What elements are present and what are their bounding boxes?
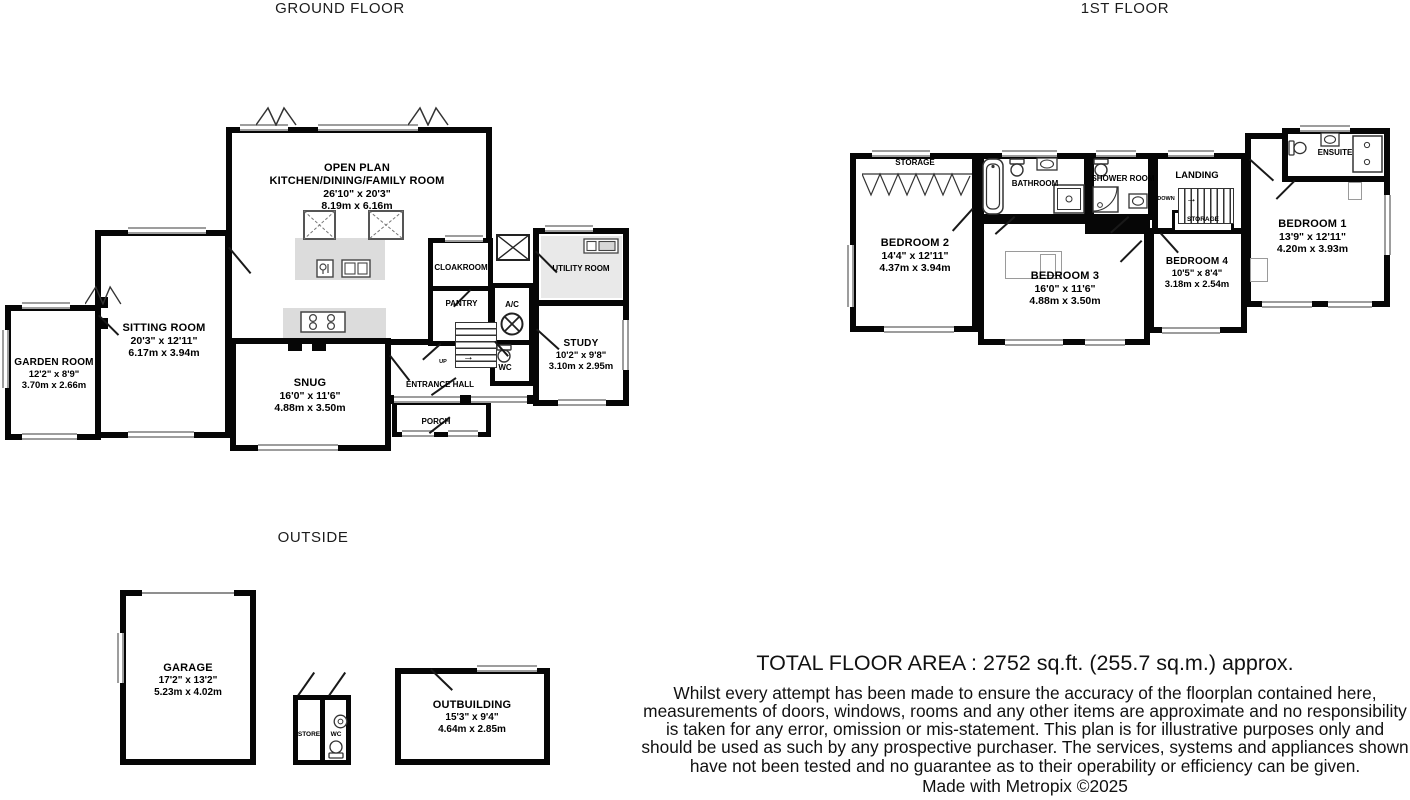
window-marker bbox=[545, 225, 593, 232]
window-marker bbox=[22, 433, 77, 440]
shower-icon bbox=[1053, 184, 1085, 214]
total-floor-area: TOTAL FLOOR AREA : 2752 sq.ft. (255.7 sq.m.) approx. bbox=[756, 651, 1294, 675]
window-marker bbox=[1002, 150, 1057, 157]
window-marker bbox=[1005, 339, 1063, 346]
hob-icon bbox=[300, 311, 346, 333]
garage-door-icon bbox=[142, 592, 234, 594]
basin-icon bbox=[1320, 132, 1340, 147]
room-name: SITTING ROOM bbox=[122, 322, 206, 334]
window-marker bbox=[1384, 195, 1391, 255]
rooflight-icon bbox=[368, 210, 404, 240]
label-open-plan bbox=[237, 162, 477, 213]
label-ac: A/C bbox=[505, 300, 519, 309]
disclaimer-text: Whilst every attempt has been made to ensure the accuracy of the floorplan contained here, measurements of doors, windows, rooms and any other items are approximate and no responsibility is taken for any error, omission or mis-statement. This plan is for illustrative purposes only and should be used as such by any prospective purchaser. The services, systems and appliances shown have not been tested and no guarantee as to their operability or efficiency can be given. bbox=[641, 683, 1409, 776]
window-marker bbox=[128, 431, 194, 438]
label-bedroom3 bbox=[1000, 270, 1130, 308]
room-name: KITCHEN/DINING/FAMILY ROOM bbox=[269, 174, 445, 187]
wall-segment bbox=[460, 395, 471, 404]
window-marker bbox=[318, 124, 418, 131]
rooflight-icon bbox=[303, 210, 336, 240]
label-store: STORE bbox=[297, 731, 321, 738]
kitchen-island bbox=[295, 238, 385, 280]
stairs-up-label: UP bbox=[439, 359, 447, 365]
window-marker bbox=[22, 302, 70, 309]
label-pantry: PANTRY bbox=[445, 299, 478, 308]
room-name: STUDY bbox=[563, 338, 599, 349]
ac-fan-icon bbox=[500, 312, 524, 336]
room-dim-metric: 4.88m x 3.50m bbox=[1029, 295, 1101, 308]
window-marker bbox=[128, 227, 206, 234]
window-marker bbox=[1096, 150, 1136, 157]
window-marker bbox=[448, 430, 478, 437]
wall-segment bbox=[527, 395, 536, 404]
label-landing: LANDING bbox=[1175, 170, 1219, 181]
toilet-icon bbox=[1009, 158, 1025, 177]
room-dim-metric: 3.70m x 2.66m bbox=[21, 380, 87, 391]
door-swing bbox=[297, 672, 315, 696]
shower-icon bbox=[1092, 186, 1119, 213]
duct-icon bbox=[496, 234, 530, 261]
room-name: BEDROOM 2 bbox=[880, 237, 950, 249]
basin-icon bbox=[333, 714, 348, 729]
window-marker bbox=[1328, 301, 1372, 308]
room-dim-imperial: 14'4" x 12'11" bbox=[881, 249, 949, 262]
label-snug bbox=[247, 377, 373, 415]
fireplace-icon bbox=[288, 339, 302, 351]
label-shower-room: SHOWER ROOM bbox=[1091, 174, 1155, 183]
window-marker bbox=[1168, 150, 1214, 157]
room-name: OUTBUILDING bbox=[432, 699, 512, 711]
door-swing bbox=[328, 672, 346, 696]
bifold-door-icon bbox=[408, 106, 466, 126]
dishwasher-icon bbox=[316, 259, 334, 278]
bifold-door-icon bbox=[256, 106, 314, 126]
room-dim-imperial: 13'9" x 12'11" bbox=[1279, 230, 1346, 243]
room-dim-metric: 6.17m x 3.94m bbox=[128, 347, 200, 360]
furniture-icon bbox=[1348, 182, 1362, 200]
room-name: GARDEN ROOM bbox=[14, 357, 94, 368]
label-storage-small: STORAGE bbox=[1186, 216, 1220, 223]
room-dim-imperial: 26'10" x 20'3" bbox=[323, 187, 391, 200]
label-wc-gf: WC bbox=[498, 363, 512, 372]
room-name: BEDROOM 4 bbox=[1165, 256, 1229, 267]
room-dim-imperial: 15'3" x 9'4" bbox=[445, 711, 499, 723]
window-marker bbox=[884, 326, 954, 333]
label-porch: PORCH bbox=[421, 417, 451, 426]
first-floor-heading: 1ST FLOOR bbox=[1080, 0, 1170, 17]
up-arrow-icon: → bbox=[463, 351, 474, 363]
window-marker bbox=[872, 150, 930, 157]
window-marker bbox=[2, 330, 9, 388]
room-name: GARAGE bbox=[163, 662, 213, 674]
footer-text bbox=[640, 651, 1410, 797]
label-garage bbox=[130, 662, 246, 699]
furniture-icon bbox=[1250, 258, 1268, 282]
label-storage: STORAGE bbox=[895, 158, 935, 167]
label-bathroom: BATHROOM bbox=[1011, 179, 1059, 188]
label-outbuilding bbox=[408, 699, 536, 736]
toilet-icon bbox=[1288, 140, 1307, 156]
room-dim-metric: 8.19m x 6.16m bbox=[321, 200, 393, 213]
room-dim-imperial: 16'0" x 11'6" bbox=[1034, 282, 1096, 295]
label-wc-outside: WC bbox=[330, 731, 342, 738]
room-name: OPEN PLAN bbox=[324, 162, 390, 174]
room-dim-metric: 3.10m x 2.95m bbox=[548, 361, 614, 372]
label-utility: UTILITY ROOM bbox=[552, 264, 610, 273]
room-dim-metric: 4.37m x 3.94m bbox=[879, 262, 951, 275]
window-marker bbox=[471, 396, 527, 403]
label-entrance-hall: ENTRANCE HALL bbox=[406, 380, 474, 389]
room-dim-imperial: 12'2" x 8'9" bbox=[28, 368, 80, 380]
room-dim-metric: 4.20m x 3.93m bbox=[1276, 243, 1349, 256]
window-marker bbox=[558, 399, 606, 406]
label-garden-room bbox=[12, 357, 96, 391]
room-dim-metric: 3.18m x 2.54m bbox=[1164, 279, 1230, 290]
window-marker bbox=[1085, 339, 1125, 346]
credit-text: Made with Metropix ©2025 bbox=[922, 775, 1128, 796]
door-swing bbox=[389, 355, 410, 381]
bifold-door-icon bbox=[85, 285, 137, 305]
wardrobe-icon bbox=[862, 172, 972, 198]
stairs-down-label: DOWN bbox=[1157, 196, 1175, 202]
room-dim-imperial: 10'5" x 8'4" bbox=[1171, 267, 1223, 279]
room-dim-imperial: 16'0" x 11'6" bbox=[279, 389, 341, 402]
room-name: SNUG bbox=[293, 377, 327, 389]
sink-icon bbox=[341, 259, 371, 278]
room-dim-metric: 5.23m x 4.02m bbox=[154, 686, 222, 698]
window-marker bbox=[445, 235, 483, 242]
window-marker bbox=[117, 633, 124, 683]
label-ensuite: ENSUITE bbox=[1317, 148, 1353, 157]
label-bedroom2 bbox=[855, 237, 975, 275]
room-dim-metric: 4.88m x 3.50m bbox=[274, 402, 346, 415]
label-bedroom1 bbox=[1250, 218, 1375, 256]
window-marker bbox=[477, 665, 537, 672]
label-cloakroom: CLOAKROOM bbox=[434, 263, 488, 272]
window-marker bbox=[258, 444, 338, 451]
window-marker bbox=[1162, 327, 1220, 334]
label-sitting-room bbox=[103, 322, 225, 360]
utility-sink-icon bbox=[583, 238, 619, 254]
label-study bbox=[538, 338, 624, 372]
room-dim-metric: 4.64m x 2.85m bbox=[438, 723, 506, 735]
window-marker bbox=[394, 396, 460, 403]
ground-floor-heading: GROUND FLOOR bbox=[275, 0, 405, 17]
window-marker bbox=[1262, 301, 1312, 308]
basin-icon bbox=[1128, 193, 1148, 209]
toilet-icon bbox=[328, 740, 344, 759]
outside-heading: OUTSIDE bbox=[277, 529, 349, 546]
wall-segment bbox=[385, 395, 394, 404]
room-name: BEDROOM 3 bbox=[1030, 270, 1100, 282]
room-dim-imperial: 10'2" x 9'8" bbox=[555, 349, 607, 361]
basin-icon bbox=[1036, 157, 1058, 171]
down-arrow-icon: → bbox=[1186, 193, 1197, 205]
stairs-up bbox=[455, 322, 497, 368]
window-marker bbox=[847, 245, 854, 307]
room-dim-imperial: 17'2" x 13'2" bbox=[158, 674, 218, 686]
window-marker bbox=[1300, 125, 1350, 132]
fireplace-icon bbox=[312, 339, 326, 351]
room-name: BEDROOM 1 bbox=[1278, 218, 1347, 230]
label-bedroom4 bbox=[1151, 256, 1243, 290]
room-dim-imperial: 20'3" x 12'11" bbox=[130, 334, 198, 347]
